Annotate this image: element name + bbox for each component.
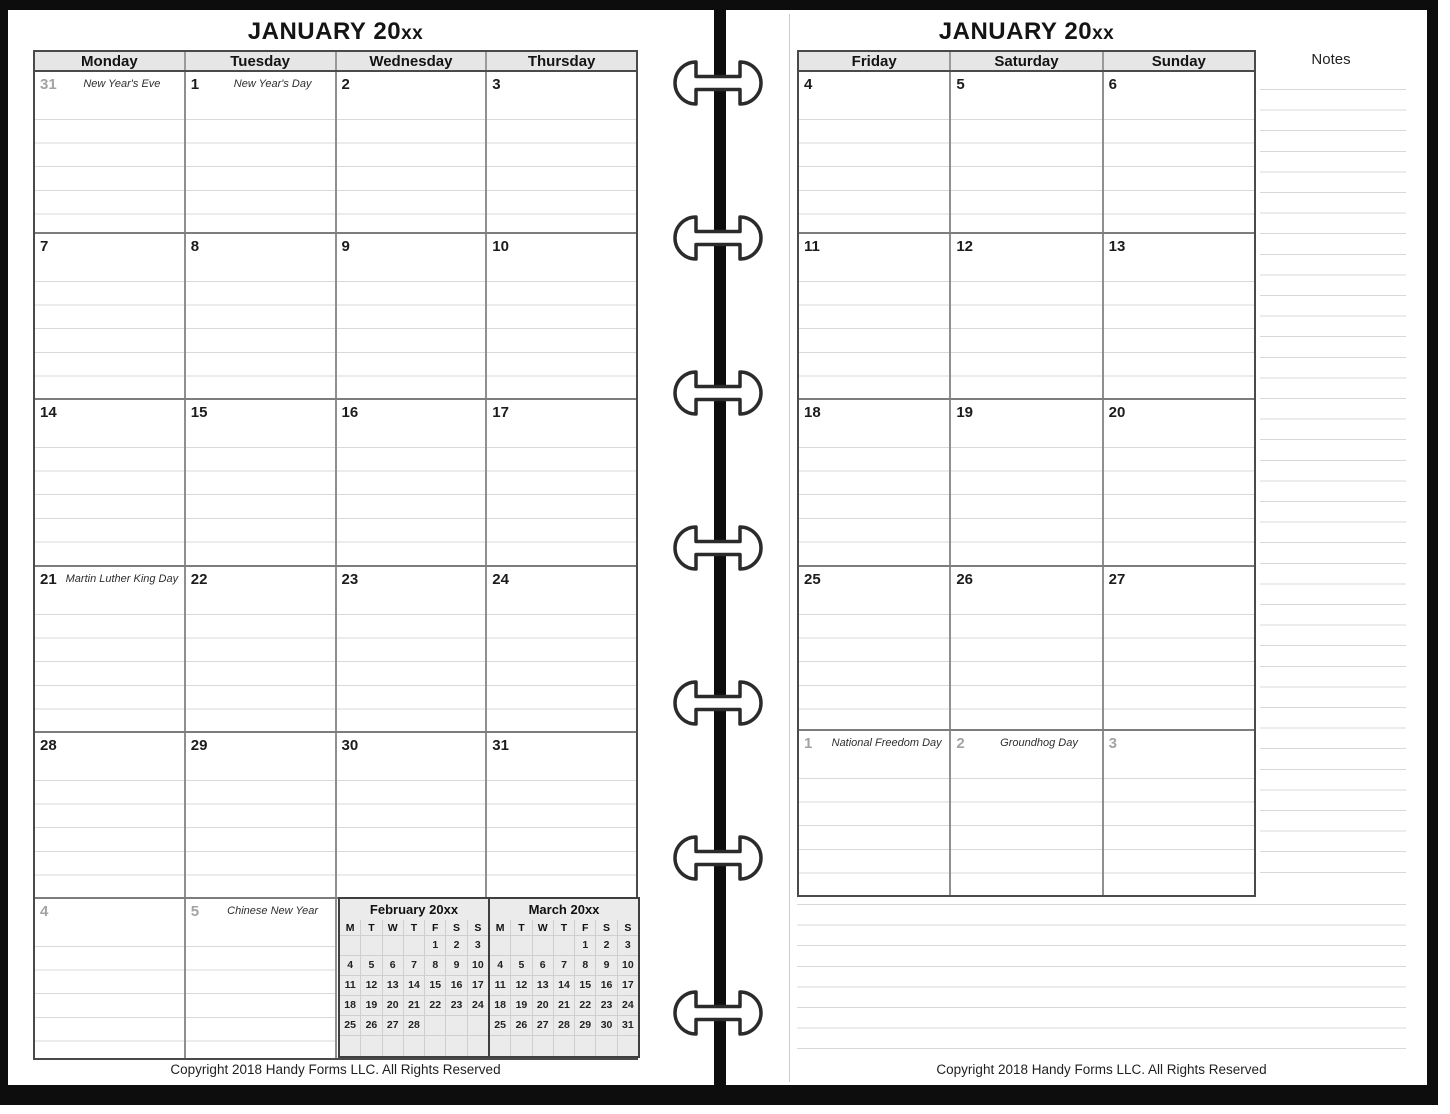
- mini-day-number: 11: [490, 976, 511, 996]
- day-cell: [337, 72, 488, 232]
- day-number: 15: [190, 404, 208, 421]
- day-cell: [337, 400, 488, 565]
- mini-day-number: 2: [596, 936, 617, 956]
- cell-ruled-lines: [951, 778, 1101, 895]
- binder-ring: [666, 990, 770, 1036]
- mini-day-number: 4: [340, 956, 361, 976]
- mini-calendar-week-row: [490, 956, 638, 976]
- mini-day-number: [533, 936, 554, 956]
- day-cell: [186, 733, 337, 897]
- day-cell: [487, 234, 636, 398]
- mini-day-number: [404, 1036, 425, 1056]
- mini-day-number: 14: [554, 976, 575, 996]
- day-number: 1: [804, 735, 813, 752]
- day-number: 11: [804, 238, 820, 255]
- cell-ruled-lines: [1104, 281, 1254, 398]
- day-number: 29: [190, 737, 208, 754]
- mini-day-number: [511, 936, 532, 956]
- mini-day-number: 19: [361, 996, 382, 1016]
- mini-day-number: 3: [618, 936, 638, 956]
- day-number: 8: [190, 238, 200, 255]
- day-number: 5: [956, 76, 965, 93]
- left-day-header-wednesday: Wednesday: [337, 52, 488, 70]
- day-cell: [487, 567, 636, 731]
- week-row: [799, 234, 1254, 400]
- left-copyright: Copyright 2018 Handy Forms LLC. All Rights Reserved: [170, 1062, 501, 1077]
- day-cell: [487, 72, 636, 232]
- day-cell: [951, 400, 1103, 565]
- cell-ruled-lines: [337, 780, 486, 897]
- right-title-year: 20: [1064, 18, 1093, 45]
- mini-day-number: 9: [596, 956, 617, 976]
- day-cell: [1104, 234, 1254, 398]
- day-number: 20: [1108, 404, 1126, 421]
- mini-day-number: 17: [468, 976, 488, 996]
- mini-day-number: 21: [404, 996, 425, 1016]
- day-number: 4: [40, 903, 49, 920]
- week-row: [799, 731, 1254, 895]
- mini-day-number: 20: [383, 996, 404, 1016]
- mini-day-number: [361, 1036, 382, 1056]
- binder-ring: [666, 680, 770, 726]
- left-day-header-tuesday: Tuesday: [186, 52, 337, 70]
- day-number: 2: [956, 735, 965, 752]
- mini-day-number: 16: [596, 976, 617, 996]
- mini-calendars: [338, 897, 640, 1058]
- week-row: [35, 567, 636, 733]
- day-cell: [1104, 567, 1254, 729]
- day-number: 27: [1108, 571, 1126, 588]
- mini-calendar-week-row: [340, 996, 488, 1016]
- mini-day-number: [554, 936, 575, 956]
- week-row: [35, 400, 636, 567]
- mini-day-number: 5: [511, 956, 532, 976]
- day-number: 26: [956, 571, 974, 588]
- day-cell: [35, 234, 186, 398]
- day-cell: [35, 567, 186, 731]
- photo-frame-right: [1427, 0, 1438, 1105]
- cell-ruled-lines: [337, 614, 486, 731]
- cell-ruled-lines: [35, 447, 184, 565]
- cell-ruled-lines: [337, 281, 486, 398]
- day-number: 25: [804, 571, 821, 588]
- left-page-title: [33, 18, 638, 46]
- holiday-label: Groundhog Day: [1000, 737, 1078, 749]
- mini-day-number: 7: [554, 956, 575, 976]
- mini-day-number: 24: [468, 996, 488, 1016]
- mini-day-number: 24: [618, 996, 638, 1016]
- cell-ruled-lines: [951, 119, 1101, 232]
- day-number: 18: [804, 404, 821, 421]
- day-cell: [799, 567, 951, 729]
- day-number: 7: [40, 238, 49, 255]
- mini-calendar-dow-row: [340, 920, 488, 936]
- mini-day-number: 18: [340, 996, 361, 1016]
- day-cell: [799, 72, 951, 232]
- holiday-label: New Year's Day: [233, 78, 312, 90]
- day-cell: [186, 400, 337, 565]
- week-row: [799, 567, 1254, 731]
- day-cell: [186, 567, 337, 731]
- left-day-header-row: [35, 52, 636, 72]
- mini-calendar-week-row: [490, 1016, 638, 1036]
- cell-ruled-lines: [35, 281, 184, 398]
- day-number: 5: [190, 903, 200, 920]
- right-day-header-row: [799, 52, 1254, 72]
- day-number: 3: [492, 76, 501, 93]
- mini-day-number: 5: [361, 956, 382, 976]
- mini-day-number: [533, 1036, 554, 1056]
- cell-ruled-lines: [186, 447, 335, 565]
- cell-ruled-lines: [487, 119, 636, 232]
- cell-ruled-lines: [951, 281, 1101, 398]
- cell-ruled-lines: [186, 119, 335, 232]
- day-cell: [186, 234, 337, 398]
- mini-calendar-february: [340, 899, 488, 1056]
- week-row: [799, 400, 1254, 567]
- mini-day-number: 28: [554, 1016, 575, 1036]
- mini-day-number: 25: [490, 1016, 511, 1036]
- mini-day-number: 17: [618, 976, 638, 996]
- cell-ruled-lines: [1104, 119, 1254, 232]
- day-cell: [337, 733, 488, 897]
- cell-ruled-lines: [186, 614, 335, 731]
- right-calendar-grid: [797, 50, 1256, 897]
- mini-day-number: 10: [618, 956, 638, 976]
- cell-ruled-lines: [1104, 447, 1254, 565]
- day-number: 12: [956, 238, 974, 255]
- day-number: 9: [341, 238, 350, 255]
- mini-dow-label: S: [596, 920, 617, 936]
- notes-column-ruled-lines: [1260, 89, 1406, 886]
- binder-ring: [666, 835, 770, 881]
- mini-dow-label: W: [383, 920, 404, 936]
- mini-day-number: 13: [533, 976, 554, 996]
- cell-ruled-lines: [35, 946, 184, 1058]
- day-number: 21: [40, 571, 57, 588]
- right-title-month: JANUARY: [938, 18, 1058, 45]
- cell-ruled-lines: [487, 614, 636, 731]
- left-title-month: JANUARY: [247, 18, 367, 45]
- right-day-header-saturday: Saturday: [951, 52, 1103, 70]
- day-cell: [951, 567, 1103, 729]
- mini-day-number: [446, 1016, 467, 1036]
- cell-ruled-lines: [337, 447, 486, 565]
- binder-ring: [666, 215, 770, 261]
- cell-ruled-lines: [35, 614, 184, 731]
- right-page-title: [797, 18, 1256, 46]
- mini-day-number: 23: [446, 996, 467, 1016]
- mini-day-number: 9: [446, 956, 467, 976]
- binder-ring: [666, 370, 770, 416]
- mini-day-number: 2: [446, 936, 467, 956]
- day-cell: [186, 899, 337, 1058]
- cell-ruled-lines: [337, 119, 486, 232]
- left-title-year-suffix: xx: [401, 23, 424, 44]
- day-cell: [35, 899, 186, 1058]
- mini-day-number: 3: [468, 936, 488, 956]
- mini-day-number: 12: [361, 976, 382, 996]
- cell-ruled-lines: [35, 780, 184, 897]
- holiday-label: National Freedom Day: [831, 737, 942, 749]
- mini-dow-label: T: [554, 920, 575, 936]
- left-day-header-thursday: Thursday: [527, 53, 596, 70]
- week-row: [35, 72, 636, 234]
- holiday-label: Chinese New Year: [227, 905, 319, 917]
- day-cell: [337, 567, 488, 731]
- right-grid-body: [799, 72, 1254, 895]
- mini-day-number: [340, 1036, 361, 1056]
- cell-ruled-lines: [35, 119, 184, 232]
- mini-day-number: [361, 936, 382, 956]
- week-row: [799, 72, 1254, 234]
- mini-calendar-week-row: [340, 936, 488, 956]
- cell-ruled-lines: [186, 281, 335, 398]
- mini-day-number: [446, 1036, 467, 1056]
- mini-day-number: 28: [404, 1016, 425, 1036]
- mini-dow-label: F: [575, 920, 596, 936]
- mini-day-number: 19: [511, 996, 532, 1016]
- mini-dow-label: T: [511, 920, 532, 936]
- mini-day-number: 15: [575, 976, 596, 996]
- day-number: 4: [804, 76, 813, 93]
- mini-calendar-week-row: [490, 996, 638, 1016]
- mini-day-number: 1: [425, 936, 446, 956]
- day-number: 10: [492, 238, 509, 255]
- day-number: 22: [190, 571, 208, 588]
- mini-day-number: 6: [533, 956, 554, 976]
- mini-day-number: 27: [533, 1016, 554, 1036]
- right-page-edge: [789, 14, 790, 1082]
- binder-ring: [666, 525, 770, 571]
- day-cell: [951, 72, 1103, 232]
- mini-day-number: 22: [425, 996, 446, 1016]
- day-cell: [951, 234, 1103, 398]
- mini-dow-label: M: [340, 920, 361, 936]
- mini-day-number: [490, 1036, 511, 1056]
- day-cell: [951, 731, 1103, 895]
- mini-dow-label: W: [533, 920, 554, 936]
- mini-day-number: 8: [425, 956, 446, 976]
- mini-day-number: [425, 1036, 446, 1056]
- mini-calendar-march: [488, 899, 638, 1056]
- mini-day-number: 13: [383, 976, 404, 996]
- day-cell: [186, 72, 337, 232]
- mini-day-number: 15: [425, 976, 446, 996]
- day-number: 2: [341, 76, 350, 93]
- day-cell: [799, 400, 951, 565]
- cell-ruled-lines: [799, 119, 949, 232]
- mini-day-number: [468, 1016, 488, 1036]
- cell-ruled-lines: [487, 447, 636, 565]
- mini-day-number: 4: [490, 956, 511, 976]
- mini-day-number: [383, 936, 404, 956]
- mini-day-number: [596, 1036, 617, 1056]
- cell-ruled-lines: [951, 614, 1101, 729]
- mini-day-number: 26: [361, 1016, 382, 1036]
- holiday-label: Martin Luther King Day: [65, 573, 179, 585]
- mini-day-number: [554, 1036, 575, 1056]
- day-number: 30: [341, 737, 359, 754]
- mini-calendar-week-row: [340, 956, 488, 976]
- day-cell: [35, 72, 186, 232]
- day-number: 14: [40, 404, 57, 421]
- mini-dow-label: T: [404, 920, 425, 936]
- mini-calendar-title: March 20xx: [528, 902, 600, 917]
- right-day-header-sunday: Sunday: [1151, 53, 1206, 70]
- mini-calendar-title: February 20xx: [369, 902, 459, 917]
- day-number: 17: [492, 404, 509, 421]
- mini-day-number: 11: [340, 976, 361, 996]
- day-number: 13: [1108, 238, 1126, 255]
- mini-day-number: 18: [490, 996, 511, 1016]
- cell-ruled-lines: [1104, 614, 1254, 729]
- cell-ruled-lines: [186, 780, 335, 897]
- left-title-year: 20: [373, 18, 402, 45]
- mini-calendar-dow-row: [490, 920, 638, 936]
- mini-calendar-week-row: [490, 936, 638, 956]
- day-cell: [337, 234, 488, 398]
- mini-day-number: 16: [446, 976, 467, 996]
- right-title-year-suffix: xx: [1092, 23, 1115, 44]
- mini-calendar-week-row: [340, 1036, 488, 1056]
- day-number: 31: [492, 737, 509, 754]
- day-number: 16: [341, 404, 359, 421]
- mini-day-number: 20: [533, 996, 554, 1016]
- day-cell: [1104, 731, 1254, 895]
- notes-heading: Notes: [1311, 51, 1351, 68]
- mini-day-number: 26: [511, 1016, 532, 1036]
- mini-dow-label: S: [618, 920, 638, 936]
- day-cell: [1104, 400, 1254, 565]
- holiday-label: New Year's Eve: [83, 78, 161, 90]
- mini-day-number: 1: [575, 936, 596, 956]
- mini-day-number: 30: [596, 1016, 617, 1036]
- mini-day-number: [383, 1036, 404, 1056]
- mini-day-number: [490, 936, 511, 956]
- cell-ruled-lines: [186, 946, 335, 1058]
- mini-day-number: 31: [618, 1016, 638, 1036]
- right-day-header-friday: Friday: [799, 52, 951, 70]
- mini-dow-label: S: [446, 920, 467, 936]
- mini-day-number: 22: [575, 996, 596, 1016]
- mini-day-number: 25: [340, 1016, 361, 1036]
- day-cell: [487, 400, 636, 565]
- day-number: 24: [492, 571, 509, 588]
- day-number: 6: [1108, 76, 1117, 93]
- day-number: 31: [40, 76, 57, 93]
- day-cell: [35, 400, 186, 565]
- binder-ring: [666, 60, 770, 106]
- mini-dow-label: M: [490, 920, 511, 936]
- mini-day-number: [340, 936, 361, 956]
- cell-ruled-lines: [951, 447, 1101, 565]
- mini-day-number: 23: [596, 996, 617, 1016]
- mini-day-number: 7: [404, 956, 425, 976]
- mini-calendar-week-row: [490, 1036, 638, 1056]
- day-number: 28: [40, 737, 57, 754]
- mini-day-number: [618, 1036, 638, 1056]
- mini-calendar-week-row: [340, 1016, 488, 1036]
- mini-dow-label: F: [425, 920, 446, 936]
- mini-day-number: 12: [511, 976, 532, 996]
- day-cell: [487, 733, 636, 897]
- day-cell: [35, 733, 186, 897]
- day-number: 3: [1108, 735, 1117, 752]
- below-grid-ruled-lines: [797, 904, 1406, 1054]
- mini-day-number: 10: [468, 956, 488, 976]
- mini-day-number: 29: [575, 1016, 596, 1036]
- cell-ruled-lines: [799, 281, 949, 398]
- day-cell: [799, 234, 951, 398]
- mini-calendar-week-row: [490, 976, 638, 996]
- cell-ruled-lines: [799, 778, 949, 895]
- day-number: 1: [190, 76, 200, 93]
- right-copyright: Copyright 2018 Handy Forms LLC. All Rights Reserved: [936, 1062, 1267, 1077]
- mini-day-number: [404, 936, 425, 956]
- photo-frame-left: [0, 0, 8, 1105]
- mini-day-number: [468, 1036, 488, 1056]
- day-number: 23: [341, 571, 359, 588]
- cell-ruled-lines: [1104, 778, 1254, 895]
- day-cell: [1104, 72, 1254, 232]
- mini-day-number: 8: [575, 956, 596, 976]
- mini-day-number: [575, 1036, 596, 1056]
- mini-day-number: 6: [383, 956, 404, 976]
- left-day-header-monday: Monday: [35, 52, 186, 70]
- mini-day-number: 14: [404, 976, 425, 996]
- mini-day-number: 21: [554, 996, 575, 1016]
- mini-day-number: [511, 1036, 532, 1056]
- day-number: 19: [956, 404, 974, 421]
- mini-calendar-week-row: [340, 976, 488, 996]
- week-row: [35, 733, 636, 899]
- cell-ruled-lines: [487, 780, 636, 897]
- mini-day-number: [425, 1016, 446, 1036]
- mini-dow-label: S: [468, 920, 488, 936]
- week-row: [35, 234, 636, 400]
- mini-day-number: 27: [383, 1016, 404, 1036]
- cell-ruled-lines: [487, 281, 636, 398]
- cell-ruled-lines: [799, 614, 949, 729]
- day-cell: [799, 731, 951, 895]
- mini-dow-label: T: [361, 920, 382, 936]
- cell-ruled-lines: [799, 447, 949, 565]
